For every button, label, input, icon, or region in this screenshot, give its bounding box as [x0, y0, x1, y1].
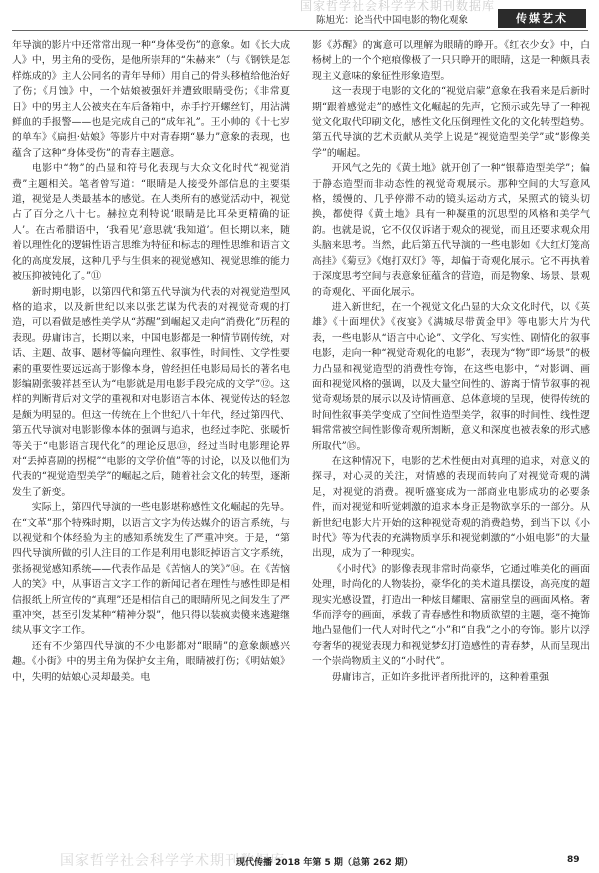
- right-column: [312, 38, 590, 685]
- left-column: [12, 38, 290, 685]
- paragraph: 影《苏醒》的寓意可以理解为眼睛的睁开。《红衣少女》中，白杨树上的一个个疤痕像极了一只只睁开的眼睛，这是一种颇具表现主义意味的象征性形象造型。: [312, 40, 590, 82]
- paragraph: 新时期电影，以第四代和第五代导演为代表的对视觉造型风格的追求，以及新世纪以来以张艺谋为代表的对视觉奇观的打造，可以看做是感性美学从“苏醒”到崛起又走向“消费化”历程的表现。毋庸讳言，长期以来，中国电影都是一种情节剧传统，对话、主题、故事、题材等偏向理性、叙事性，时间性、文学性要素的重要性要远远高于影像本身，曾经担任电影局局长的著名电影编剧张骏祥甚至认为“电影就是用电影手段完成的文学”⑫。这样的判断背后对文学的重视和对电影语言本体、视觉传达的轻忽是颇为明显的。但这一传统在上个世纪八十年代，经过第四代、第五代导演对电影影像本体的强调与追求，也经过李陀、张暖忻等关于“电影语言现代化”的理论反思⑬，经过当时电影理论界对“丢掉喜剧的拐棍”“电影的文学价值”等的讨论，以及以他们为代表的“视觉造型美学”的崛起之后，随着社会文化的转型，逐渐发生了新变。: [12, 286, 290, 498]
- paragraph: 在这种情况下，电影的艺术性便由对真理的追求，对意义的探寻，对心灵的关注，对情感的表现而转向了对视觉奇观的满足，对视觉的消费。视听盛宴成为一部商业电影成功的必要条件，而对视觉和听觉刺激的追求本身正是物欲享乐的一部分。从新世纪电影大片开始的这种视觉奇观的消费趋势，到当下以《小时代》等为代表的充满物质享乐和视觉刺激的“小姐电影”的大量出现，成为了一种现实。: [312, 455, 590, 560]
- footer-watermark: 国家哲学社会科学学术期刊数据库: [60, 853, 285, 869]
- header-rule: [12, 30, 588, 31]
- paragraph: 实际上，第四代导演的一些电影堪称感性文化崛起的先导。在“文革”那个特殊时期，以语言文字为传达媒介的语言系统，与以视觉和个体经验为主的感知系统发生了严重冲突。于是，“第四代导演所做的引人注目的工作是利用电影眨掉语言文字系统，张扬视觉感知系统——代表作品是《苦恼人的笑》”⑭。在《苦恼人的笑》中，从事语言文字工作的新闻记者在理性与感性即是相信报纸上所宣传的“真理”还是相信自己的眼睛所见之间发生了严重冲突，甚至引发某种“精神分裂”，他只得以装疯卖傻来逃避继续从事文字工作。: [12, 502, 290, 637]
- running-header: [0, 0, 599, 32]
- paragraph: 这一表现于电影的文化的“视觉启蒙”意象在我看来是后新时期“跟着感觉走”的感性文化崛起的先声，它预示或先导了一种视觉文化取代印刷文化，感性文化压倒理性文化的文化转型趋势。第五代导演的艺术贡献从美学上说是“视觉造型美学”或“影像美学”的崛起。: [312, 86, 590, 159]
- paragraph: 进入新世纪，在一个视觉文化凸显的大众文化时代，以《英雄》《十面埋伏》《夜宴》《满城尽带黄金甲》等电影大片为代表，一些电影从“语言中心论”、文学化、写实性、剧情化的叙事电影，走向一种“视觉奇观化的电影”，表现为“物”即“场景”的极力凸显和视觉造型的消费性夸饰，在这些电影中，“对影调、画面和视觉风格的强调，以及大量空间性的、游离于情节叙事的视觉奇观场景的展示以及诗情画意、总体意境的呈现，使得传统的时间性叙事美学变成了空间性造型美学，叙事的时间性、线性逻辑常常被空间性影像奇观所割断，意义和深度也被表象的形式感所取代”⑮。: [312, 301, 590, 452]
- paragraph: 毋庸讳言，正如许多批评者所批评的，这种着重强: [331, 671, 550, 683]
- section-badge: 传媒艺术: [498, 9, 586, 28]
- paragraph: 《小时代》的影像表现非常时尚豪华，它通过唯美化的画面处理，时尚化的人物装扮，豪华化的美术道具摆设，高亮度的超现实光感设置，打造出一种炫目耀眼、富丽堂皇的画面风格。奢华而浮夸的画面，承载了青春感性和物质欲望的主题，毫不掩饰地凸显他们一代人对时代之“小”和“自我”之小的夸饰。影片以浮夸奢华的视觉表现力和视觉梦幻打造感性的青春梦，从而呈现出一个崇尚物质主义的“小时代”。: [312, 563, 590, 668]
- paragraph: 年导演的影片中还常常出现一种“身体受伤”的意象。如《长大成人》中，男主角的受伤，是他所崇拜的“朱赫来”（与《钢铁是怎样炼成的》主人公同名的青年导师）用自己的骨头移植给他治好了伤；《月蚀》中，一个姑娘被强奸并遭致眼睛受伤；《非常夏日》中的男主人公被夹在车后备箱中，赤手拧开螺丝钉，用沾满鲜血的手报警——也是完成自己的“成年礼”。王小帅的《十七岁的单车》《扁担·姑娘》等影片中对青春期“暴力”意象的表现，也蕴含了这种“身体受伤”的青春主题意。: [12, 40, 290, 159]
- issue-info: 现代传播 2018 年第 5 期（总第 262 期）: [236, 858, 413, 868]
- paragraph: 开风气之先的《黄土地》就开创了一种“银幕造型美学”；偏于静态造型而非动态性的视觉奇观展示。那种空间的大写意风格，缓慢的、几乎停滞不动的镜头运动方式，呆照式的镜头切换，都使得《黄土地》具有一种凝重的沉思型的风格和美学气韵。也就是说，它不仅仅诉诸于观众的视觉，而且还要求观众用头脑来思考。当然，此后第五代导演的一些电影如《大红灯笼高高挂》《菊豆》《炮打双灯》等，却偏于奇观化展示。它不再执着于深度思考空间与表意象征蕴含的营造，而是物象、场景、景观的奇观化、平面化展示。: [312, 163, 590, 298]
- header-watermark: 国家哲学社会科学学术期刊数据库: [300, 0, 496, 13]
- page-footer: [0, 846, 599, 873]
- page-number: 89: [567, 855, 580, 865]
- running-title: 陈旭光：论当代中国电影的物化观象: [316, 15, 469, 26]
- paragraph: 还有不少第四代导演的不少电影都对“眼睛”的意象颇感兴趣。《小街》中的男主角为保护女主角，眼睛被打伤；《明姑娘》中，失明的姑娘心灵却最美。电: [12, 640, 290, 683]
- paragraph: 电影中“物”的凸显和符号化表现与大众文化时代“视觉消费”主题相关。笔者曾写道：“眼睛是人接受外部信息的主要渠道，视觉是人类最基本的感觉。在人类所有的感觉活动中，视觉占了百分之八十七。赫拉克利特说‘眼睛是比耳朵更精确的证人’。在古希腊语中，‘我看见’意思就‘我知道’。但长期以来，随着以理性化的逻辑性语言思维为特征和标志的理性思维和语言文化的高度发展，这种几乎与生俱来的视觉感知、视觉思维的能力被压抑被钝化了。”⑪: [12, 163, 290, 283]
